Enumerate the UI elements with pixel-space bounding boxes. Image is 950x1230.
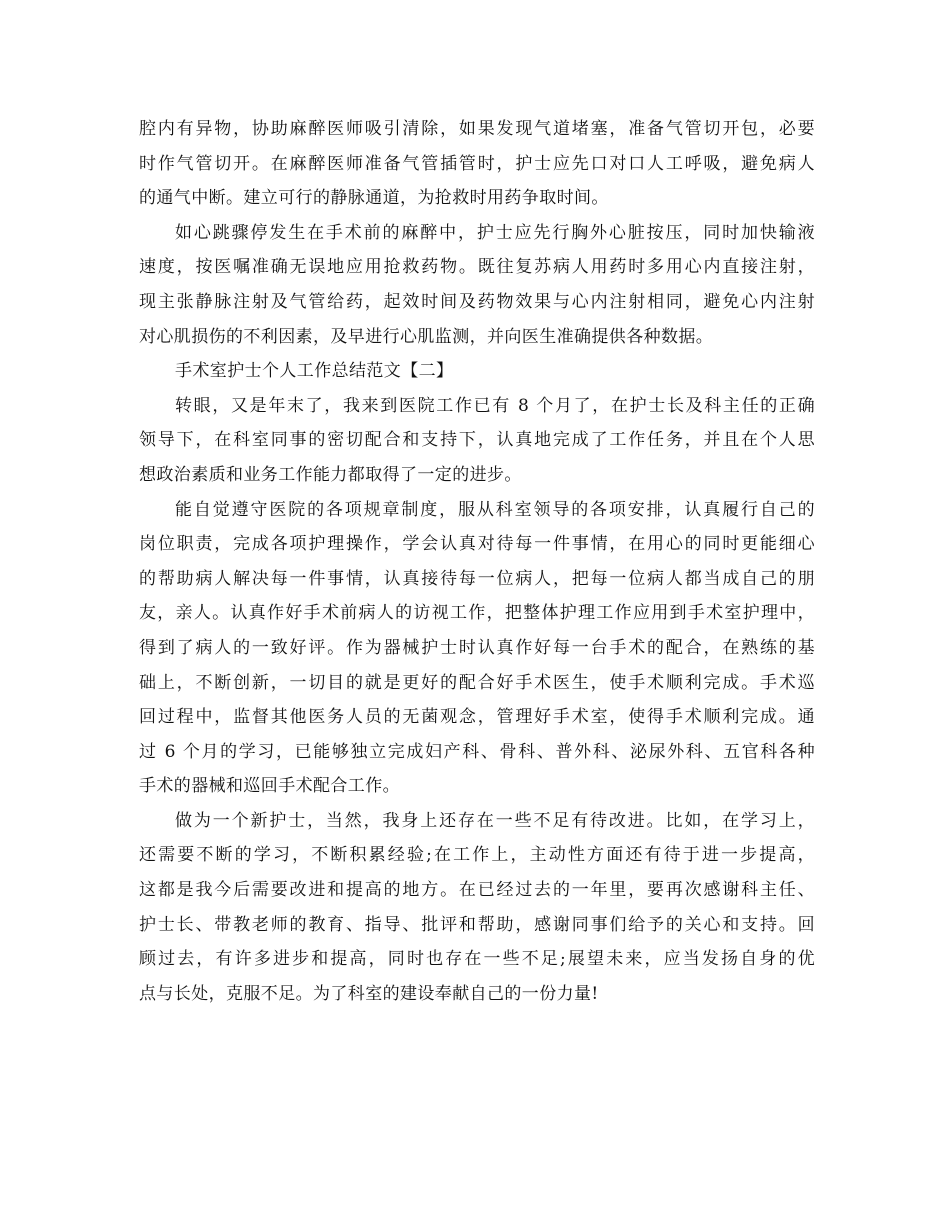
text-line: 现主张静脉注射及气管给药，起效时间及药物效果与心内注射相同，避免心内注射 <box>139 291 815 312</box>
text-line: 过 6 个月的学习，已能够独立完成妇产科、骨科、普外科、泌尿外科、五官科各种 <box>139 741 815 762</box>
text-line: 对心肌损伤的不利因素，及早进行心肌监测，并向医生准确提供各种数据。 <box>139 326 714 347</box>
text-line: 能自觉遵守医院的各项规章制度，服从科室领导的各项安排，认真履行自己的 <box>175 499 815 520</box>
text-line: 这都是我今后需要改进和提高的地方。在已经过去的一年里，要再次感谢科主任、 <box>139 880 815 901</box>
text-line: 如心跳骤停发生在手术前的麻醉中，护士应先行胸外心脏按压，同时加快输液 <box>175 222 815 243</box>
text-line: 手术的器械和巡回手术配合工作。 <box>139 776 400 797</box>
text-line: 回过程中，监督其他医务人员的无菌观念，管理好手术室，使得手术顺利完成。通 <box>139 707 815 728</box>
text-line: 做为一个新护士，当然，我身上还存在一些不足有待改进。比如，在学习上， <box>175 810 815 831</box>
text-line: 还需要不断的学习，不断积累经验;在工作上，主动性方面还有待于进一步提高， <box>139 845 815 866</box>
text-line: 础上，不断创新，一切目的就是更好的配合好手术医生，使手术顺利完成。手术巡 <box>139 672 815 693</box>
text-line: 腔内有异物，协助麻醉医师吸引清除，如果发现气道堵塞，准备气管切开包，必要 <box>139 119 815 139</box>
document-body <box>139 112 815 1011</box>
text-line: 顾过去，有许多进步和提高，同时也存在一些不足;展望未来，应当发扬自身的优 <box>139 949 815 970</box>
text-line: 领导下，在科室同事的密切配合和支持下，认真地完成了工作任务，并且在个人思 <box>139 430 815 451</box>
text-line: 的帮助病人解决每一件事情，认真接待每一位病人，把每一位病人都当成自己的朋 <box>139 568 815 589</box>
text-line: 转眼，又是年末了，我来到医院工作已有 8 个月了，在护士长及科主任的正确 <box>175 395 815 416</box>
text-line: 的通气中断。建立可行的静脉通道，为抢救时用药争取时间。 <box>139 188 609 209</box>
text-line: 得到了病人的一致好评。作为器械护士时认真作好每一台手术的配合，在熟练的基 <box>139 637 815 658</box>
text-line: 手术室护士个人工作总结范文【二】 <box>175 361 454 382</box>
text-line: 友，亲人。认真作好手术前病人的访视工作，把整体护理工作应用到手术室护理中， <box>139 603 815 624</box>
text-line: 点与长处，克服不足。为了科室的建设奉献自己的一份力量! <box>139 983 599 1004</box>
text-line: 护士长、带教老师的教育、指导、批评和帮助，感谢同事们给予的关心和支持。回 <box>139 914 815 935</box>
text-line: 想政治素质和业务工作能力都取得了一定的进步。 <box>139 464 522 485</box>
text-line: 速度，按医嘱准确无误地应用抢救药物。既往复苏病人用药时多用心内直接注射， <box>139 257 815 278</box>
text-line: 时作气管切开。在麻醉医师准备气管插管时，护士应先口对口人工呼吸，避免病人 <box>139 153 815 174</box>
text-line: 岗位职责，完成各项护理操作，学会认真对待每一件事情，在用心的同时更能细心 <box>139 534 815 555</box>
